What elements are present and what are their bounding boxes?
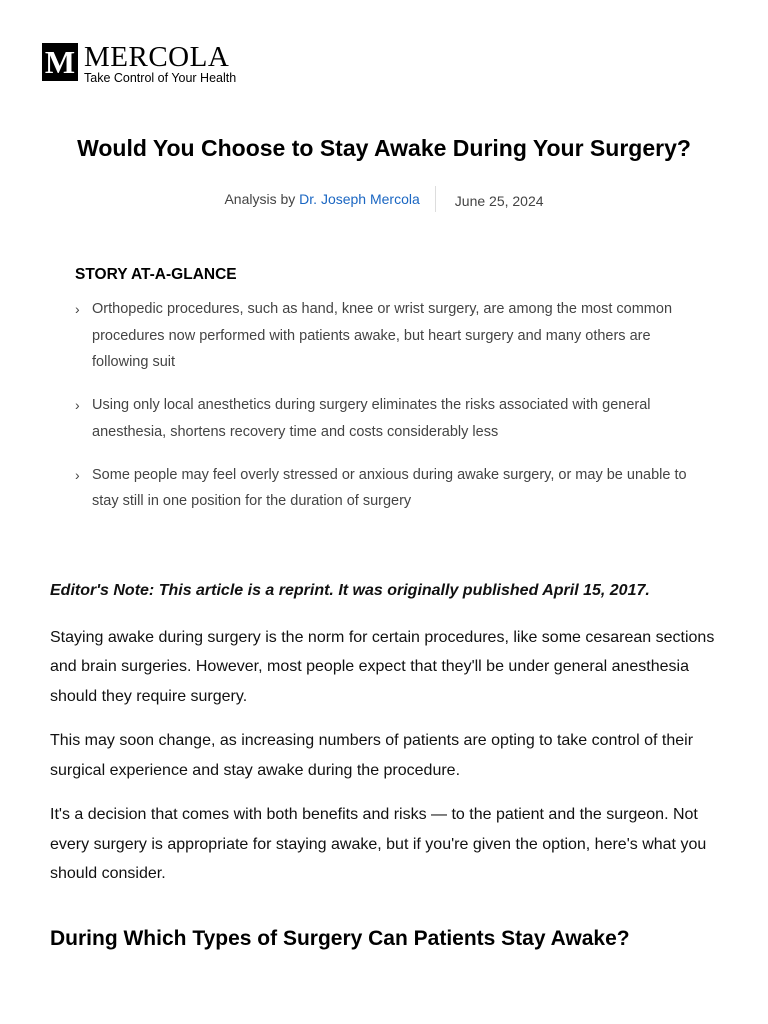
chevron-right-icon: › [75,301,80,317]
logo-mark: M [42,43,78,81]
author-link[interactable]: Dr. Joseph Mercola [299,191,420,207]
brand-tagline: Take Control of Your Health [84,71,237,85]
chevron-right-icon: › [75,466,80,483]
story-at-a-glance-heading: STORY AT-A-GLANCE [75,266,237,283]
body-paragraph: This may soon change, as increasing numbers of patients are opting to take control of their surgical experience and stay awake during the procedure. [50,732,694,779]
article-body [50,576,720,953]
byline-author-group [224,191,434,207]
glance-item-text: Some people may feel overly stressed or anxious during awake surgery, or may be unable to stay still in one position for the duration of surgery [92,466,687,510]
glance-item-text: Using only local anesthetics during surgery eliminates the risks associated with general anesthesia, shortens recovery time and costs considerably less [92,397,651,440]
byline-prefix: Analysis by [224,191,300,207]
glance-item [75,392,695,445]
brand-name: MERCOLA [84,41,230,73]
publish-date: June 25, 2024 [454,192,544,209]
editors-note: Editor's Note: This article is a reprint. It was originally published April 15, 2017. [50,582,650,599]
article-title: Would You Choose to Stay Awake During Your Surgery? [77,135,691,161]
logo-wordmark [84,43,236,85]
glance-item [75,296,695,376]
section-heading: During Which Types of Surgery Can Patients Stay Awake? [50,926,630,950]
glance-item-text: Orthopedic procedures, such as hand, knee or wrist surgery, are among the most common procedures now performed with patients awake, but heart surgery and many others are following suit [92,301,673,371]
body-paragraph: Staying awake during surgery is the norm for certain procedures, like some cesarean sections and brain surgeries. However, most people expect that they'll be under general anesthesia should they require surgery. [50,628,715,705]
body-paragraph: It's a decision that comes with both benefits and risks — to the patient and the surgeon. Not every surgery is appropriate for staying awake, but if you're given the option, here's what you should consider. [50,806,707,882]
byline [0,186,768,212]
mercola-logo[interactable] [42,43,236,85]
glance-item [75,462,695,515]
chevron-right-icon: › [75,397,80,414]
story-at-a-glance-list [75,296,695,531]
